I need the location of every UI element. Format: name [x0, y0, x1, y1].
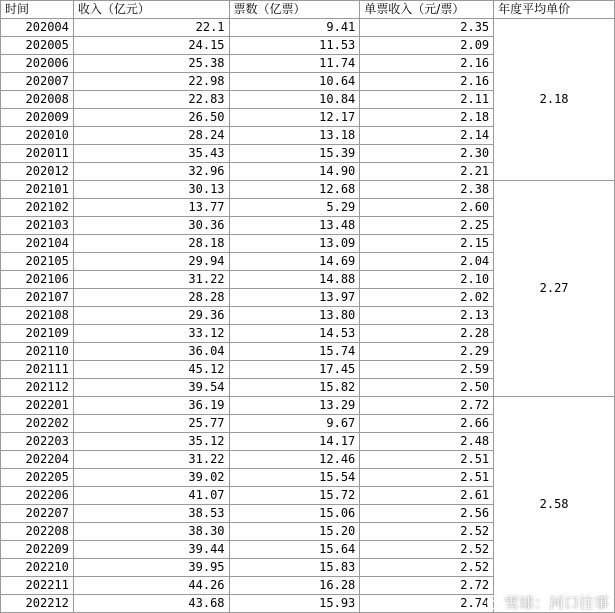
cell-revenue: 28.18 — [73, 235, 229, 253]
cell-tickets: 12.46 — [229, 451, 360, 469]
cell-tickets: 15.06 — [229, 505, 360, 523]
cell-month: 202208 — [1, 523, 74, 541]
cell-annual-avg: 2.58 — [494, 397, 615, 613]
cell-tickets: 17.45 — [229, 361, 360, 379]
cell-month: 202109 — [1, 325, 74, 343]
cell-month: 202010 — [1, 127, 74, 145]
cell-revenue: 39.44 — [73, 541, 229, 559]
cell-unit-revenue: 2.18 — [360, 109, 494, 127]
cell-month: 202211 — [1, 577, 74, 595]
cell-revenue: 24.15 — [73, 37, 229, 55]
cell-unit-revenue: 2.04 — [360, 253, 494, 271]
table-row — [1, 397, 615, 415]
cell-unit-revenue: 2.51 — [360, 469, 494, 487]
cell-revenue: 35.12 — [73, 433, 229, 451]
cell-unit-revenue: 2.29 — [360, 343, 494, 361]
cell-tickets: 15.83 — [229, 559, 360, 577]
cell-tickets: 11.53 — [229, 37, 360, 55]
cell-revenue: 39.02 — [73, 469, 229, 487]
cell-tickets: 13.29 — [229, 397, 360, 415]
snowball-logo-icon — [486, 595, 501, 610]
cell-unit-revenue: 2.59 — [360, 361, 494, 379]
cell-month: 202004 — [1, 19, 74, 37]
cell-unit-revenue: 2.60 — [360, 199, 494, 217]
cell-month: 202006 — [1, 55, 74, 73]
cell-unit-revenue: 2.48 — [360, 433, 494, 451]
cell-revenue: 29.94 — [73, 253, 229, 271]
cell-month: 202105 — [1, 253, 74, 271]
cell-revenue: 41.07 — [73, 487, 229, 505]
cell-tickets: 11.74 — [229, 55, 360, 73]
cell-month: 202212 — [1, 595, 74, 613]
header-unit-revenue: 单票收入（元/票） — [360, 1, 494, 19]
cell-unit-revenue: 2.50 — [360, 379, 494, 397]
cell-month: 202011 — [1, 145, 74, 163]
cell-month: 202108 — [1, 307, 74, 325]
cell-unit-revenue: 2.51 — [360, 451, 494, 469]
cell-tickets: 13.97 — [229, 289, 360, 307]
cell-month: 202106 — [1, 271, 74, 289]
cell-tickets: 12.68 — [229, 181, 360, 199]
cell-unit-revenue: 2.15 — [360, 235, 494, 253]
cell-month: 202205 — [1, 469, 74, 487]
cell-tickets: 13.48 — [229, 217, 360, 235]
cell-revenue: 38.53 — [73, 505, 229, 523]
cell-revenue: 35.43 — [73, 145, 229, 163]
header-tickets: 票数（亿票） — [229, 1, 360, 19]
cell-tickets: 16.28 — [229, 577, 360, 595]
cell-tickets: 12.17 — [229, 109, 360, 127]
cell-unit-revenue: 2.72 — [360, 397, 494, 415]
cell-unit-revenue: 2.56 — [360, 505, 494, 523]
cell-tickets: 5.29 — [229, 199, 360, 217]
cell-month: 202202 — [1, 415, 74, 433]
header-row — [1, 1, 615, 19]
cell-tickets: 15.82 — [229, 379, 360, 397]
header-revenue: 收入（亿元） — [73, 1, 229, 19]
cell-tickets: 9.67 — [229, 415, 360, 433]
cell-tickets: 15.20 — [229, 523, 360, 541]
cell-unit-revenue: 2.28 — [360, 325, 494, 343]
cell-unit-revenue: 2.09 — [360, 37, 494, 55]
cell-tickets: 15.54 — [229, 469, 360, 487]
cell-revenue: 22.98 — [73, 73, 229, 91]
cell-unit-revenue: 2.10 — [360, 271, 494, 289]
cell-tickets: 13.80 — [229, 307, 360, 325]
cell-revenue: 31.22 — [73, 451, 229, 469]
table-body — [1, 19, 615, 613]
cell-revenue: 36.04 — [73, 343, 229, 361]
cell-tickets: 14.17 — [229, 433, 360, 451]
cell-revenue: 43.68 — [73, 595, 229, 613]
cell-tickets: 15.93 — [229, 595, 360, 613]
cell-tickets: 14.69 — [229, 253, 360, 271]
cell-tickets: 15.74 — [229, 343, 360, 361]
cell-tickets: 14.53 — [229, 325, 360, 343]
cell-unit-revenue: 2.52 — [360, 559, 494, 577]
cell-month: 202111 — [1, 361, 74, 379]
cell-unit-revenue: 2.66 — [360, 415, 494, 433]
cell-tickets: 15.39 — [229, 145, 360, 163]
cell-annual-avg: 2.18 — [494, 19, 615, 181]
cell-annual-avg: 2.27 — [494, 181, 615, 397]
cell-tickets: 14.88 — [229, 271, 360, 289]
cell-month: 202209 — [1, 541, 74, 559]
cell-revenue: 32.96 — [73, 163, 229, 181]
cell-tickets: 13.18 — [229, 127, 360, 145]
cell-revenue: 44.26 — [73, 577, 229, 595]
cell-month: 202207 — [1, 505, 74, 523]
cell-revenue: 39.95 — [73, 559, 229, 577]
cell-revenue: 30.36 — [73, 217, 229, 235]
cell-month: 202206 — [1, 487, 74, 505]
cell-month: 202008 — [1, 91, 74, 109]
cell-unit-revenue: 2.72 — [360, 577, 494, 595]
cell-month: 202204 — [1, 451, 74, 469]
cell-tickets: 10.84 — [229, 91, 360, 109]
cell-month: 202102 — [1, 199, 74, 217]
cell-revenue: 28.28 — [73, 289, 229, 307]
cell-unit-revenue: 2.16 — [360, 55, 494, 73]
cell-unit-revenue: 2.02 — [360, 289, 494, 307]
cell-revenue: 25.38 — [73, 55, 229, 73]
cell-revenue: 25.77 — [73, 415, 229, 433]
cell-revenue: 28.24 — [73, 127, 229, 145]
header-annual-avg: 年度平均单价 — [494, 1, 615, 19]
cell-revenue: 22.83 — [73, 91, 229, 109]
cell-unit-revenue: 2.30 — [360, 145, 494, 163]
cell-revenue: 29.36 — [73, 307, 229, 325]
cell-revenue: 38.30 — [73, 523, 229, 541]
cell-unit-revenue: 2.52 — [360, 523, 494, 541]
cell-month: 202104 — [1, 235, 74, 253]
cell-month: 202110 — [1, 343, 74, 361]
cell-unit-revenue: 2.14 — [360, 127, 494, 145]
cell-unit-revenue: 2.61 — [360, 487, 494, 505]
cell-tickets: 9.41 — [229, 19, 360, 37]
cell-month: 202107 — [1, 289, 74, 307]
cell-unit-revenue: 2.52 — [360, 541, 494, 559]
cell-unit-revenue: 2.21 — [360, 163, 494, 181]
cell-month: 202201 — [1, 397, 74, 415]
cell-tickets: 13.09 — [229, 235, 360, 253]
cell-revenue: 31.22 — [73, 271, 229, 289]
cell-month: 202007 — [1, 73, 74, 91]
cell-tickets: 10.64 — [229, 73, 360, 91]
header-time: 时间 — [1, 1, 74, 19]
cell-month: 202012 — [1, 163, 74, 181]
cell-month: 202112 — [1, 379, 74, 397]
cell-revenue: 45.12 — [73, 361, 229, 379]
cell-tickets: 15.64 — [229, 541, 360, 559]
cell-tickets: 15.72 — [229, 487, 360, 505]
cell-revenue: 22.1 — [73, 19, 229, 37]
cell-month: 202005 — [1, 37, 74, 55]
cell-tickets: 14.90 — [229, 163, 360, 181]
watermark-text: 雪球：河口往事 — [503, 594, 609, 612]
watermark — [486, 592, 609, 613]
cell-unit-revenue: 2.35 — [360, 19, 494, 37]
cell-revenue: 26.50 — [73, 109, 229, 127]
cell-unit-revenue: 2.38 — [360, 181, 494, 199]
cell-month: 202210 — [1, 559, 74, 577]
cell-revenue: 39.54 — [73, 379, 229, 397]
cell-revenue: 33.12 — [73, 325, 229, 343]
cell-revenue: 36.19 — [73, 397, 229, 415]
cell-revenue: 30.13 — [73, 181, 229, 199]
cell-month: 202101 — [1, 181, 74, 199]
cell-month: 202203 — [1, 433, 74, 451]
cell-unit-revenue: 2.16 — [360, 73, 494, 91]
cell-unit-revenue: 2.11 — [360, 91, 494, 109]
cell-unit-revenue: 2.13 — [360, 307, 494, 325]
cell-month: 202103 — [1, 217, 74, 235]
cell-month: 202009 — [1, 109, 74, 127]
cell-unit-revenue: 2.74 — [360, 595, 494, 613]
cell-unit-revenue: 2.25 — [360, 217, 494, 235]
table-row — [1, 19, 615, 37]
cell-revenue: 13.77 — [73, 199, 229, 217]
table-row — [1, 181, 615, 199]
